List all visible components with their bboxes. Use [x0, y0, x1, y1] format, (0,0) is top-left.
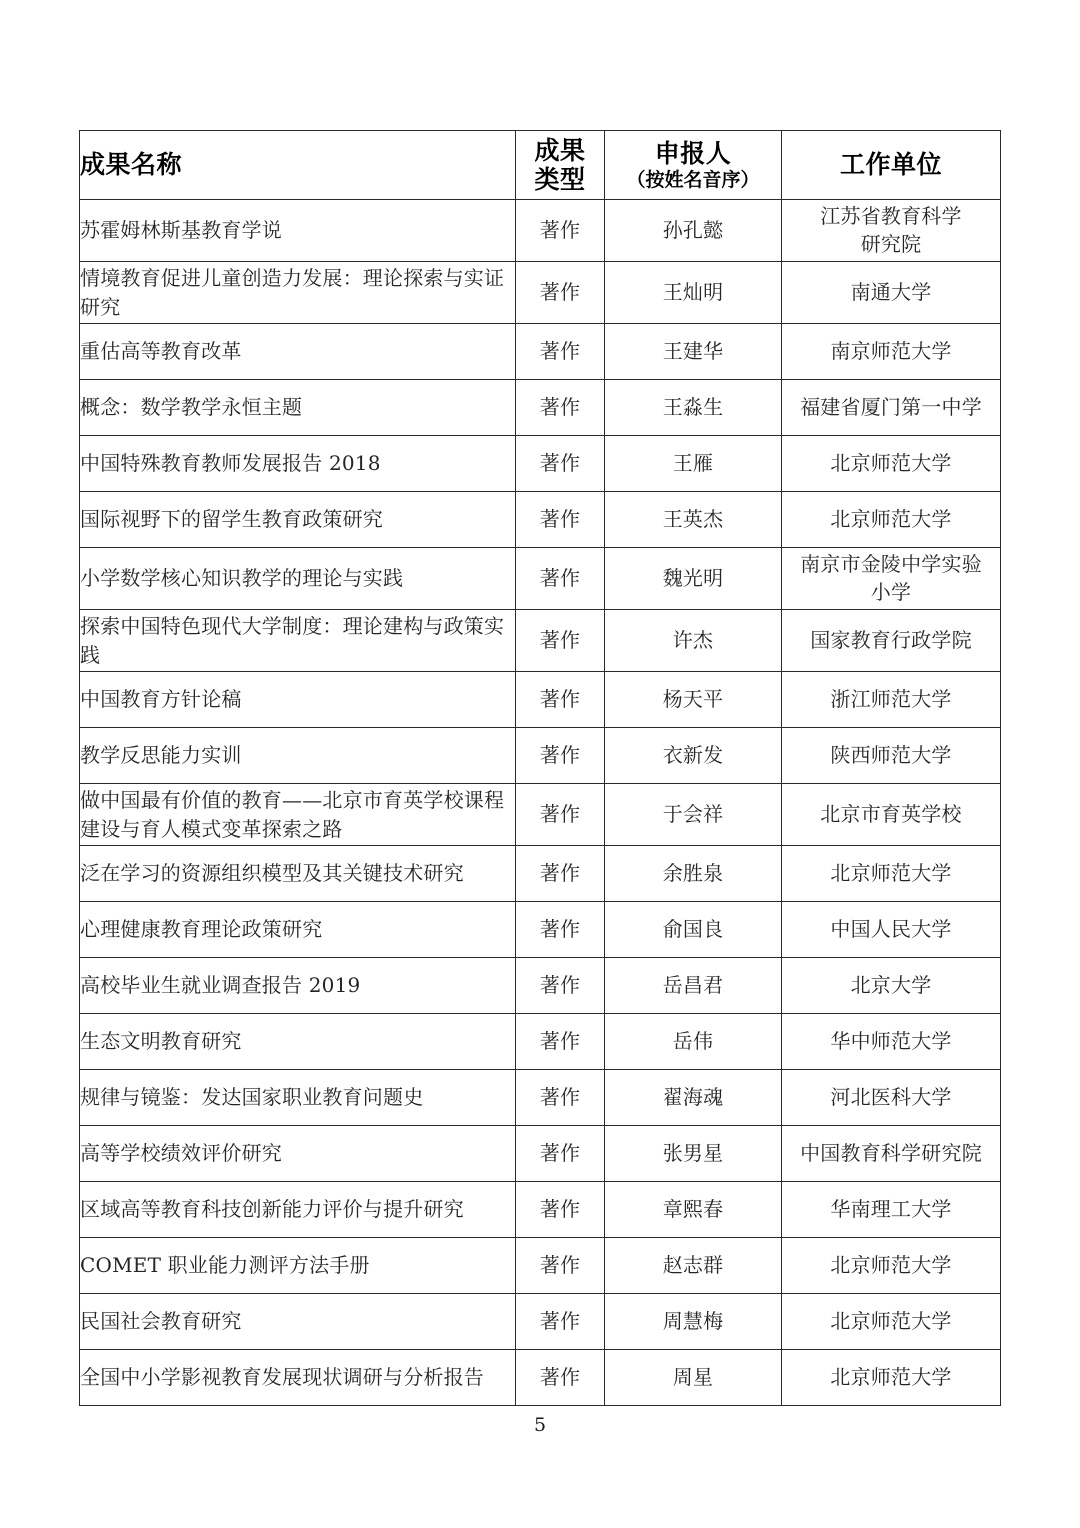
page-number: 5	[533, 1414, 547, 1436]
cell-applicant: 衣新发	[605, 728, 782, 784]
table-row	[80, 846, 1001, 902]
cell-result-name: 探索中国特色现代大学制度：理论建构与政策实践	[80, 610, 516, 672]
cell-applicant: 王雁	[605, 436, 782, 492]
column-header-type	[516, 131, 605, 200]
table-row	[80, 672, 1001, 728]
cell-result-type: 著作	[516, 846, 605, 902]
results-table-container	[79, 130, 1000, 1406]
cell-result-name: 心理健康教育理论政策研究	[80, 902, 516, 958]
column-header-applicant-note: （按姓名音序）	[626, 169, 760, 192]
cell-result-type: 著作	[516, 902, 605, 958]
cell-organization: 中国教育科学研究院	[782, 1126, 1001, 1182]
cell-organization: 福建省厦门第一中学	[782, 380, 1001, 436]
table-header-row	[80, 131, 1001, 200]
column-header-applicant	[605, 131, 782, 200]
cell-result-name: 生态文明教育研究	[80, 1014, 516, 1070]
cell-applicant: 王建华	[605, 324, 782, 380]
cell-result-name: 民国社会教育研究	[80, 1294, 516, 1350]
cell-result-name: 苏霍姆林斯基教育学说	[80, 200, 516, 262]
cell-organization: 华南理工大学	[782, 1182, 1001, 1238]
cell-result-type: 著作	[516, 436, 605, 492]
cell-applicant: 翟海魂	[605, 1070, 782, 1126]
cell-organization: 中国人民大学	[782, 902, 1001, 958]
table-row	[80, 610, 1001, 672]
cell-organization: 陕西师范大学	[782, 728, 1001, 784]
cell-result-name: 小学数学核心知识教学的理论与实践	[80, 548, 516, 610]
cell-applicant: 王英杰	[605, 492, 782, 548]
cell-result-name: 泛在学习的资源组织模型及其关键技术研究	[80, 846, 516, 902]
cell-applicant: 周慧梅	[605, 1294, 782, 1350]
cell-organization: 北京大学	[782, 958, 1001, 1014]
cell-result-name: 做中国最有价值的教育——北京市育英学校课程建设与育人模式变革探索之路	[80, 784, 516, 846]
cell-result-type: 著作	[516, 784, 605, 846]
cell-applicant: 周星	[605, 1350, 782, 1406]
cell-organization: 北京师范大学	[782, 1350, 1001, 1406]
cell-applicant: 章熙春	[605, 1182, 782, 1238]
table-row	[80, 262, 1001, 324]
cell-applicant: 杨天平	[605, 672, 782, 728]
cell-result-type: 著作	[516, 1014, 605, 1070]
table-row	[80, 380, 1001, 436]
table-row	[80, 1070, 1001, 1126]
column-header-organization: 工作单位	[782, 131, 1001, 200]
cell-result-name: 全国中小学影视教育发展现状调研与分析报告	[80, 1350, 516, 1406]
table-row	[80, 1350, 1001, 1406]
cell-applicant: 岳伟	[605, 1014, 782, 1070]
cell-applicant: 王灿明	[605, 262, 782, 324]
cell-applicant: 孙孔懿	[605, 200, 782, 262]
cell-result-type: 著作	[516, 672, 605, 728]
cell-organization: 北京师范大学	[782, 846, 1001, 902]
cell-result-name: 高校毕业生就业调查报告 2019	[80, 958, 516, 1014]
table-row	[80, 958, 1001, 1014]
cell-organization: 南京市金陵中学实验 小学	[782, 548, 1001, 610]
cell-applicant: 岳昌君	[605, 958, 782, 1014]
cell-result-type: 著作	[516, 200, 605, 262]
table-header	[80, 131, 1001, 200]
table-row	[80, 784, 1001, 846]
cell-result-name: 国际视野下的留学生教育政策研究	[80, 492, 516, 548]
cell-result-name: 教学反思能力实训	[80, 728, 516, 784]
cell-result-type: 著作	[516, 1070, 605, 1126]
table-row	[80, 1294, 1001, 1350]
column-header-type-line1: 成果	[534, 135, 586, 165]
table-row	[80, 1182, 1001, 1238]
cell-applicant: 余胜泉	[605, 846, 782, 902]
cell-result-type: 著作	[516, 492, 605, 548]
table-row	[80, 728, 1001, 784]
table-row	[80, 902, 1001, 958]
cell-applicant: 魏光明	[605, 548, 782, 610]
cell-result-type: 著作	[516, 958, 605, 1014]
table-row	[80, 1014, 1001, 1070]
cell-organization: 南通大学	[782, 262, 1001, 324]
cell-result-type: 著作	[516, 548, 605, 610]
cell-organization: 北京师范大学	[782, 492, 1001, 548]
cell-result-type: 著作	[516, 1238, 605, 1294]
cell-result-name: 区域高等教育科技创新能力评价与提升研究	[80, 1182, 516, 1238]
cell-result-type: 著作	[516, 728, 605, 784]
cell-result-name: COMET 职业能力测评方法手册	[80, 1238, 516, 1294]
cell-applicant: 赵志群	[605, 1238, 782, 1294]
cell-applicant: 王淼生	[605, 380, 782, 436]
cell-organization: 北京师范大学	[782, 1238, 1001, 1294]
cell-result-type: 著作	[516, 1126, 605, 1182]
cell-result-name: 中国特殊教育教师发展报告 2018	[80, 436, 516, 492]
cell-result-name: 重估高等教育改革	[80, 324, 516, 380]
table-row	[80, 548, 1001, 610]
award-results-table	[79, 130, 1001, 1406]
cell-result-name: 情境教育促进儿童创造力发展：理论探索与实证研究	[80, 262, 516, 324]
column-header-type-line2: 类型	[534, 165, 586, 194]
cell-applicant: 于会祥	[605, 784, 782, 846]
cell-applicant: 许杰	[605, 610, 782, 672]
table-row	[80, 200, 1001, 262]
cell-organization: 河北医科大学	[782, 1070, 1001, 1126]
table-row	[80, 1238, 1001, 1294]
cell-applicant: 张男星	[605, 1126, 782, 1182]
cell-organization: 江苏省教育科学 研究院	[782, 200, 1001, 262]
cell-result-name: 概念：数学教学永恒主题	[80, 380, 516, 436]
cell-result-name: 中国教育方针论稿	[80, 672, 516, 728]
cell-organization: 北京师范大学	[782, 436, 1001, 492]
table-row	[80, 324, 1001, 380]
cell-organization: 北京师范大学	[782, 1294, 1001, 1350]
cell-organization: 国家教育行政学院	[782, 610, 1001, 672]
cell-result-type: 著作	[516, 324, 605, 380]
cell-organization: 华中师范大学	[782, 1014, 1001, 1070]
cell-result-type: 著作	[516, 1182, 605, 1238]
cell-applicant: 俞国良	[605, 902, 782, 958]
table-row	[80, 1126, 1001, 1182]
cell-organization: 浙江师范大学	[782, 672, 1001, 728]
column-header-name: 成果名称	[80, 131, 516, 200]
cell-result-type: 著作	[516, 1294, 605, 1350]
column-header-applicant-line1: 申报人	[654, 138, 732, 168]
table-row	[80, 436, 1001, 492]
table-row	[80, 492, 1001, 548]
table-body	[80, 200, 1001, 1406]
cell-result-type: 著作	[516, 610, 605, 672]
cell-result-type: 著作	[516, 380, 605, 436]
cell-result-name: 高等学校绩效评价研究	[80, 1126, 516, 1182]
cell-result-type: 著作	[516, 262, 605, 324]
cell-organization: 北京市育英学校	[782, 784, 1001, 846]
cell-result-name: 规律与镜鉴：发达国家职业教育问题史	[80, 1070, 516, 1126]
cell-result-type: 著作	[516, 1350, 605, 1406]
cell-organization: 南京师范大学	[782, 324, 1001, 380]
